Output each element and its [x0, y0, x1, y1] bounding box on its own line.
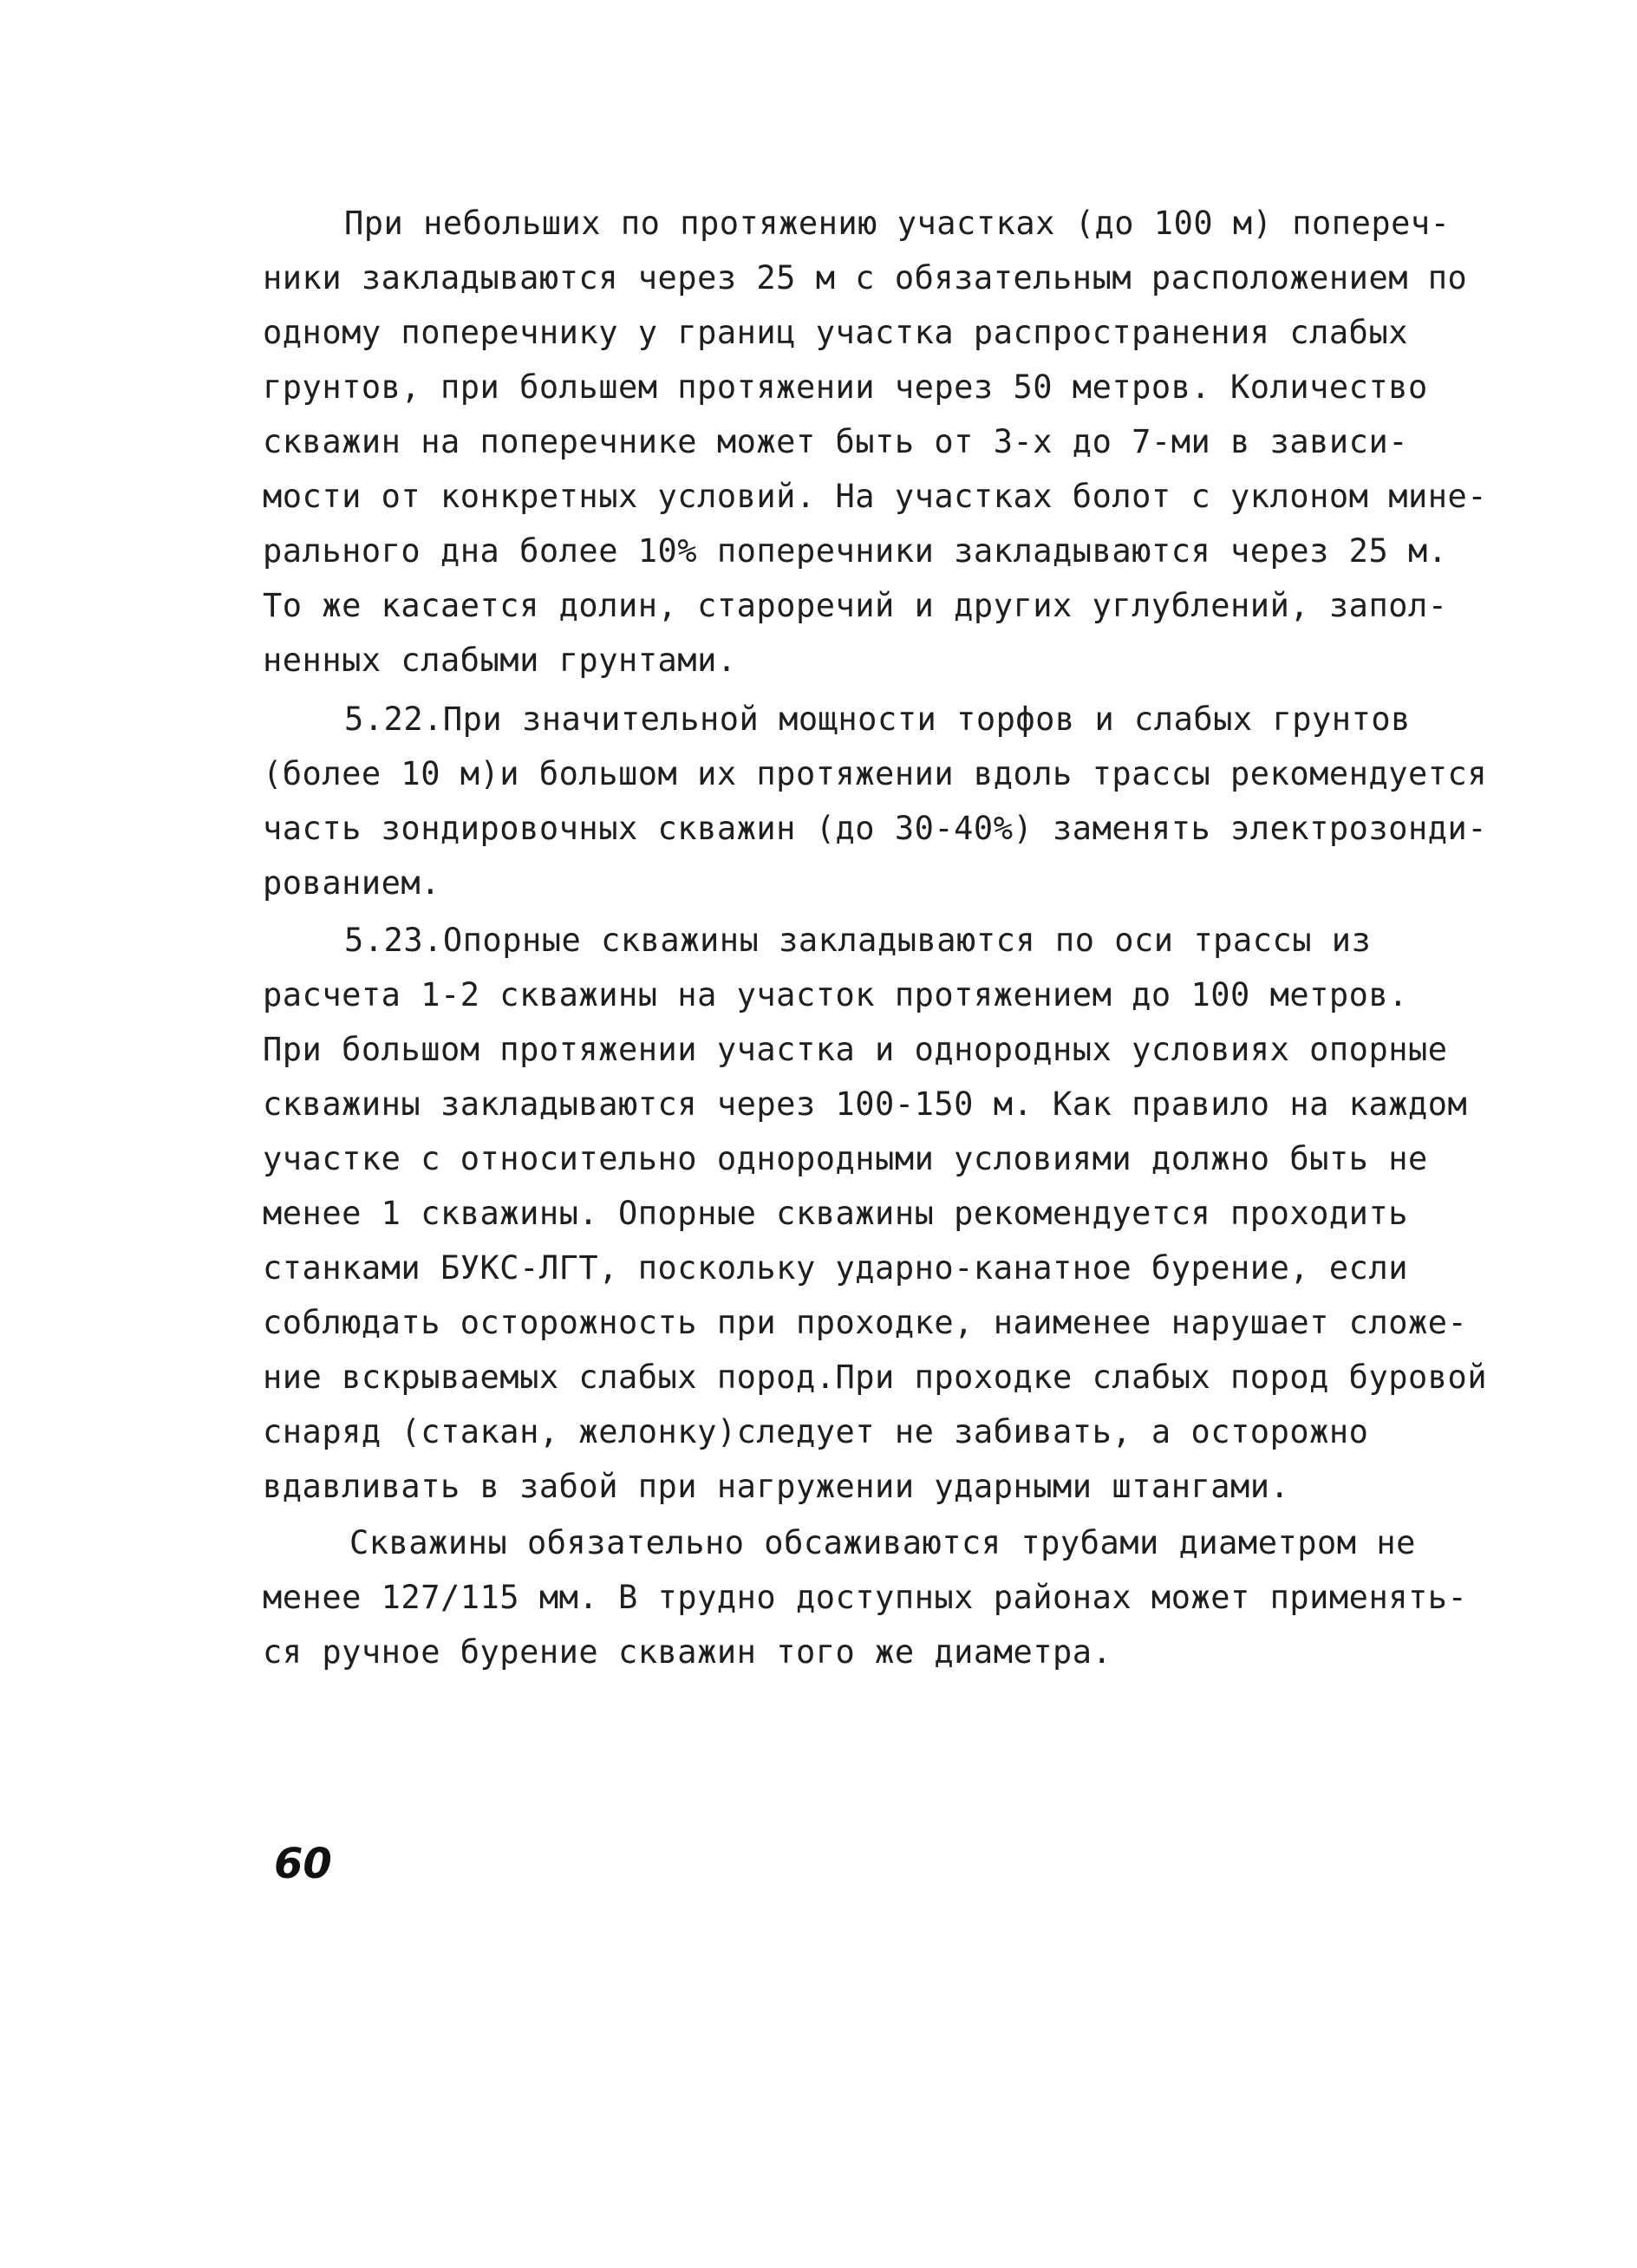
- text-line-12: часть зондировочных скважин (до 30-40%) заменять электрозонди-: [263, 810, 1488, 847]
- text-line-16: При большом протяжении участка и однородных условиях опорные: [263, 1031, 1448, 1068]
- text-line-6: мости от конкретных условий. На участках болот с уклоном мине-: [263, 478, 1488, 515]
- text-line-8: То же касается долин, староречий и других углублений, запол-: [263, 587, 1448, 624]
- text-line-14: 5.23.Опорные скважины закладываются по оси трассы из: [344, 922, 1372, 959]
- text-line-24: вдавливать в забой при нагружении ударными штангами.: [263, 1468, 1290, 1505]
- text-line-1: При небольших по протяжению участках (до 100 м) попереч-: [344, 205, 1451, 242]
- text-line-2: ники закладываются через 25 м с обязательным расположением по: [263, 259, 1468, 297]
- text-line-27: ся ручное бурение скважин того же диаметра.: [263, 1633, 1112, 1671]
- text-line-5: скважин на поперечнике может быть от 3-х до 7-ми в зависи-: [263, 423, 1409, 460]
- text-line-22: ние вскрываемых слабых пород.При проходке слабых пород буровой: [263, 1359, 1488, 1396]
- page-number: 60: [274, 1840, 332, 1888]
- text-line-20: станками БУКС-ЛГТ, поскольку ударно-канатное бурение, если: [263, 1249, 1409, 1287]
- text-line-13: рованием.: [263, 864, 440, 902]
- text-line-7: рального дна более 10% поперечники закладываются через 25 м.: [263, 532, 1448, 570]
- text-line-11: (более 10 м)и большом их протяжении вдоль трассы рекомендуется: [263, 755, 1488, 792]
- text-line-9: ненных слабыми грунтами.: [263, 642, 737, 679]
- text-line-18: участке с относительно однородными условиями должно быть не: [263, 1140, 1428, 1177]
- text-line-15: расчета 1-2 скважины на участок протяжением до 100 метров.: [263, 976, 1409, 1013]
- text-line-10: 5.22.При значительной мощности торфов и слабых грунтов: [344, 701, 1411, 738]
- text-line-25: Скважины обязательно обсаживаются трубами диаметром не: [349, 1524, 1416, 1561]
- text-line-21: соблюдать осторожность при проходке, наименее нарушает сложе-: [263, 1304, 1468, 1341]
- text-line-26: менее 127/115 мм. В трудно доступных районах может применять-: [263, 1579, 1468, 1616]
- text-line-17: скважины закладываются через 100-150 м. Как правило на каждом: [263, 1085, 1468, 1123]
- text-line-23: снаряд (стакан, желонку)следует не забивать, а осторожно: [263, 1413, 1369, 1450]
- text-line-19: менее 1 скважины. Опорные скважины рекомендуется проходить: [263, 1195, 1409, 1232]
- text-line-4: грунтов, при большем протяжении через 50 метров. Количество: [263, 368, 1428, 406]
- text-line-3: одному поперечнику у границ участка распространения слабых: [263, 314, 1409, 351]
